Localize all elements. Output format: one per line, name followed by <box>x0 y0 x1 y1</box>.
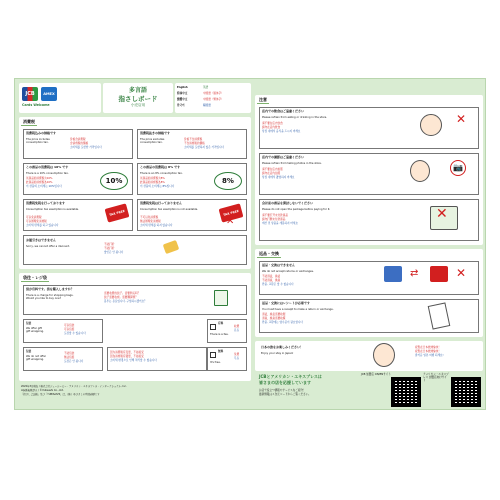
no-open-ko: 계산 전 상품을 개봉하지 마세요 <box>262 222 298 225</box>
wrap-ok-ja: 包装 <box>26 322 32 325</box>
tax-free-ok-card <box>23 199 133 231</box>
tax-cons-ko: 소비세 변경으로 인해 처리할 수 없습니다 <box>110 359 157 362</box>
tax-free-ok-ko: 소비세 면세를 하고 있습니다 <box>26 224 59 227</box>
tax-included-zh1: 价格含消费税 <box>70 138 86 141</box>
tax-cons-zh2: 因為消費税有變更，不能接受 <box>110 355 144 358</box>
bag-section <box>19 273 251 381</box>
wrap-ok-en: gift wrapping. <box>26 330 44 333</box>
receipt-ko: 반품, 교환에는 영수증이 필요합니다 <box>262 321 303 324</box>
legend-en-name: 英語 <box>203 86 209 89</box>
qr1-label: JCB 加盟店 ON/ENサイト <box>361 373 391 376</box>
amex-logo: AMEX <box>41 87 57 101</box>
tax-free-ng-card <box>137 199 247 231</box>
tax-included-ja: 消費税込みの価格です <box>26 131 57 135</box>
paid-ko: 유료 <box>234 329 240 332</box>
receipt-icon <box>428 302 451 329</box>
no-return-card <box>259 261 479 295</box>
wrap-ng-card <box>23 347 103 371</box>
tax-free-ng-zh1: 不可以免消费税 <box>140 216 159 219</box>
waving-person-icon <box>373 343 395 367</box>
title-line1: 多言語 <box>128 87 147 94</box>
wrap-ng-zh1: 不能包装 <box>64 352 75 355</box>
no-food-card <box>259 107 479 149</box>
tax-included-zh2: 含消費税的價格 <box>70 142 89 145</box>
enjoy-section <box>255 341 483 371</box>
no-photo-zh2: 請勿在店內拍照 <box>262 172 281 175</box>
tax-8-en: There is an 8% consumption tax. <box>140 172 183 175</box>
free-ja: 無料 <box>218 350 224 353</box>
receipt-zh1: 退货，换货需要收据 <box>262 313 286 316</box>
no-food-en: Please refrain from eating or drinking in the store. <box>262 116 328 119</box>
tax-excluded-ja: 消費税抜きの価格です <box>140 131 171 135</box>
qr2-label: アメリカン・エキスプレス 加盟店向けサイト <box>423 373 449 383</box>
no-discount-ja: お値引きはできません <box>26 238 57 242</box>
no-discount-card <box>23 235 247 265</box>
footer-copyright2: ※無断転載禁止 / ©Yubisashi Co., Ltd. <box>21 389 64 392</box>
wrap-ng-zh2: 無法包裝 <box>64 356 75 359</box>
buy-bag-zh2: 袋子需要收費。需要購買嗎？ <box>104 296 138 299</box>
tax-8-ja: この商品の消費税は 8% です <box>140 165 181 169</box>
tax-cons-zh1: 因为消费税有变更，不能接受 <box>110 351 144 354</box>
wrap-ng-ja: 包装 <box>26 350 32 353</box>
tax-10-badge: 10% <box>100 172 128 190</box>
cards-welcome-text: Cards Welcome <box>22 103 50 107</box>
tax-free-ok-zh1: 可以免消费税 <box>26 216 42 219</box>
no-photo-ja: 店内での撮影はご遠慮ください <box>262 155 305 159</box>
tax-10-ja: この商品の消費税は 10% です <box>26 165 69 169</box>
buy-bag-ja: 袋が有料です。袋を購入しますか？ <box>26 287 74 291</box>
tax-included-en: The price includes consumption tax. <box>26 138 50 145</box>
no-discount-zh1: 不能打折 <box>104 243 115 246</box>
no-food-zh1: 请不要在店内饮食 <box>262 122 283 125</box>
wrap-ok-en0: We offer gift <box>26 327 42 330</box>
tax-free-ng-zh2: 無法辦理免消費税 <box>140 220 161 223</box>
tax-excluded-card <box>137 129 247 159</box>
no-open-zh1: 请不要打开未付款商品 <box>262 214 288 217</box>
pointing-board-sheet <box>14 78 486 410</box>
legend-zh-t-name: 中国語（繁体字） <box>203 98 224 101</box>
tax-free-ok-ja: 消費税免税を行っております <box>26 201 66 205</box>
tshirt-red-icon <box>430 266 448 282</box>
title-line2: 指さしボード <box>118 95 158 103</box>
tax-8-zh1: 该商品的消费税为8% <box>140 177 165 180</box>
tax-section <box>19 117 251 269</box>
tax-free-ok-en: Consumption tax exemption is available. <box>26 208 79 211</box>
tax-free-ng-ko: 소비세 면세를 하지 않습니다 <box>140 224 173 227</box>
no-return-zh2: 不能退貨，換貨 <box>262 279 281 282</box>
no-photo-zh1: 请不要在店内拍照 <box>262 168 283 171</box>
no-photo-en: Please refrain from taking photos in the store. <box>262 162 322 165</box>
tax-included-card <box>23 129 133 159</box>
title-panel <box>103 83 173 113</box>
no-open-card <box>259 199 479 241</box>
paid-checkbox[interactable] <box>210 324 216 330</box>
no-open-zh2: 請勿打開未付款商品 <box>262 218 286 221</box>
tax-10-zh2: 此商品的消費税為10% <box>26 181 53 184</box>
tax-free-ng-tag-icon: TAX FREE <box>219 203 244 222</box>
no-discount-ko: 할인은 안 됩니다 <box>104 251 124 254</box>
jcb-logo: JCB <box>22 87 38 101</box>
tax-excluded-ko: 소비세를 포함하지 않은 가격입니다 <box>184 146 225 149</box>
legend-ko: 한국어 <box>177 104 185 107</box>
wrap-ok-zh2: 可以包裝 <box>64 328 75 331</box>
wrap-ng-ko: 포장은 안 됩니다 <box>64 360 84 363</box>
wrap-ok-zh1: 可以包装 <box>64 324 75 327</box>
legend-en: English <box>177 86 188 89</box>
no-photo-ko: 상점 내에서 촬영하지 마세요 <box>262 176 295 179</box>
notice-heading: 注意 <box>259 97 267 102</box>
wrap-ok-card <box>23 319 103 343</box>
no-cross-icon: ✕ <box>226 216 235 227</box>
tax-excluded-en: The price excludes consumption tax. <box>140 138 165 145</box>
jcb-qr-code[interactable] <box>391 377 421 407</box>
shopping-bag-icon <box>214 290 228 306</box>
tax-8-zh2: 此商品的消費税為8% <box>140 181 165 184</box>
receipt-ja: 返品・交換にはレシートが必要です <box>262 301 310 305</box>
receipt-zh2: 退貨，換貨需要收據 <box>262 317 286 320</box>
no-food-ja: 店内での飲食はご遠慮ください <box>262 109 305 113</box>
no-return-ko: 반품, 교환은 할 수 없습니다 <box>262 283 294 286</box>
tax-10-zh1: 该商品的消费税为10% <box>26 177 53 180</box>
no-photo-card <box>259 153 479 195</box>
no-open-ja: 会計前の商品を開封しないでください <box>262 201 314 205</box>
buy-bag-en2: Would you like to buy one? <box>26 297 61 300</box>
no-return-zh1: 不能退货，换货 <box>262 275 281 278</box>
enjoy-en: Enjoy your stay in Japan! <box>261 352 294 355</box>
return-section <box>255 249 483 337</box>
legend-zh-s: 简体中文 <box>177 92 188 95</box>
tax-free-ng-en: Consumption tax exemption is not available. <box>140 208 199 211</box>
no-cross-icon: ✕ <box>436 206 448 222</box>
language-legend <box>175 83 251 113</box>
no-cross-icon: ✕ <box>456 112 467 126</box>
buy-bag-zh1: 需要收费的袋子。需要购买吗？ <box>104 292 141 295</box>
free-ko: 무료 <box>234 357 240 360</box>
footer-jcb-amex: JCBとアメリカン・エキスプレスは <box>259 374 322 379</box>
no-food-ko: 상점 내에서 음식을 드시지 마세요 <box>262 130 301 133</box>
paid-en: There is a fee. <box>210 333 229 336</box>
tax-free-ng-ja: 消費税免税は行っておりません <box>140 201 183 205</box>
no-return-en: We do not accept returns or exchanges. <box>262 270 314 273</box>
price-tag-icon <box>163 240 180 254</box>
eating-person-icon <box>420 114 442 136</box>
free-zh1: 免费 <box>234 353 240 356</box>
buy-bag-ko: 봉투는 유료입니다. 구입하시겠어요？ <box>104 300 147 303</box>
tax-heading: 消費税 <box>23 119 35 124</box>
free-en: It's free. <box>210 361 221 364</box>
receipt-en: You must have a receipt to make a return or exchange. <box>262 308 334 311</box>
enjoy-ja: 日本の旅をお楽しみください！ <box>261 345 304 349</box>
footer-jcb-amex2: 皆さまの店を応援しています <box>259 380 311 385</box>
paid-zh1: 收费 <box>234 325 240 328</box>
no-food-zh2: 請勿在店內飲食 <box>262 126 281 129</box>
enjoy-zh2: 祝您在日本旅途愉快！ <box>415 350 441 353</box>
footer-copyright1: 2020年3月現在 / 株式会社ジェーシービー・アメリカン・エキスプレス・インターナショナル, Inc. <box>21 385 127 388</box>
return-heading: 返品・交換 <box>259 251 279 256</box>
wrap-ng-en: gift wrapping. <box>26 358 44 361</box>
no-discount-en: Sorry, we cannot offer a discount. <box>26 245 70 248</box>
card-logos-panel <box>19 83 101 113</box>
buy-bag-card <box>23 285 247 315</box>
tshirt-icon <box>384 266 402 282</box>
enjoy-zh1: 祝您在日本旅途愉快！ <box>415 346 441 349</box>
wrap-ng-en0: We do not offer <box>26 355 46 358</box>
bag-heading: 袋往・レジ袋 <box>23 275 47 280</box>
legend-zh-s-name: 中国語（簡体字） <box>203 92 224 95</box>
tax-8-ko: 이 상품의 소비세는 8%입니다 <box>140 185 175 188</box>
no-cross-icon: ✕ <box>456 266 467 280</box>
tax-free-ok-zh2: 可以辦理免消費税 <box>26 220 47 223</box>
amex-qr-code[interactable] <box>451 377 481 407</box>
tax-free-tag-icon: TAX FREE <box>105 203 130 222</box>
tax-excluded-zh2: 不含消費税的價格 <box>184 142 205 145</box>
no-discount-zh2: 不能打折 <box>104 247 115 250</box>
notice-section <box>255 95 483 245</box>
tax-included-ko: 소비세를 포함한 가격입니다 <box>70 146 102 149</box>
buy-bag-en: There is a charge for shopping bags. <box>26 294 74 297</box>
footer-copyright3: 「指さし会話帳」及び「YUBISASHI」は、（株）ゆびさしの登録商標です <box>21 393 100 396</box>
legend-zh-t: 繁體中文 <box>177 98 188 101</box>
selfie-person-icon <box>410 160 430 182</box>
exchange-arrow-icon: ⇄ <box>410 268 419 279</box>
footer-promo2: 最新情報は２次元コードからご覧ください。 <box>259 393 311 396</box>
tax-10-en: There is a 10% consumption tax. <box>26 172 69 175</box>
tax-10-card <box>23 163 133 195</box>
tax-8-card <box>137 163 247 195</box>
wrap-ok-ko: 포장할 수 있습니다 <box>64 332 86 335</box>
paid-ja: 有料 <box>218 322 224 325</box>
title-subtitle: 小売店用 <box>130 103 146 107</box>
tax-8-badge: 8% <box>214 172 242 190</box>
no-camera-icon: 📷 <box>450 160 466 176</box>
tax-excluded-zh1: 价格不含消费税 <box>184 138 203 141</box>
tax-consumption-card <box>107 347 207 371</box>
tax-10-ko: 이 상품의 소비세는 10%입니다 <box>26 185 62 188</box>
receipt-required-card <box>259 299 479 333</box>
paid-card <box>207 319 247 343</box>
legend-ko-name: 韓国語 <box>203 104 211 107</box>
footer-promo1: お店で役立つ情報やサービスをご紹介！ <box>259 389 306 392</box>
no-open-en: Please do not open the package before paying for it. <box>262 208 331 211</box>
enjoy-ko: 즐거운 일본 여행 되세요! <box>415 354 444 357</box>
free-card <box>207 347 247 371</box>
no-return-ja: 返品・交換はできません <box>262 263 296 267</box>
free-checkbox[interactable] <box>210 352 216 358</box>
